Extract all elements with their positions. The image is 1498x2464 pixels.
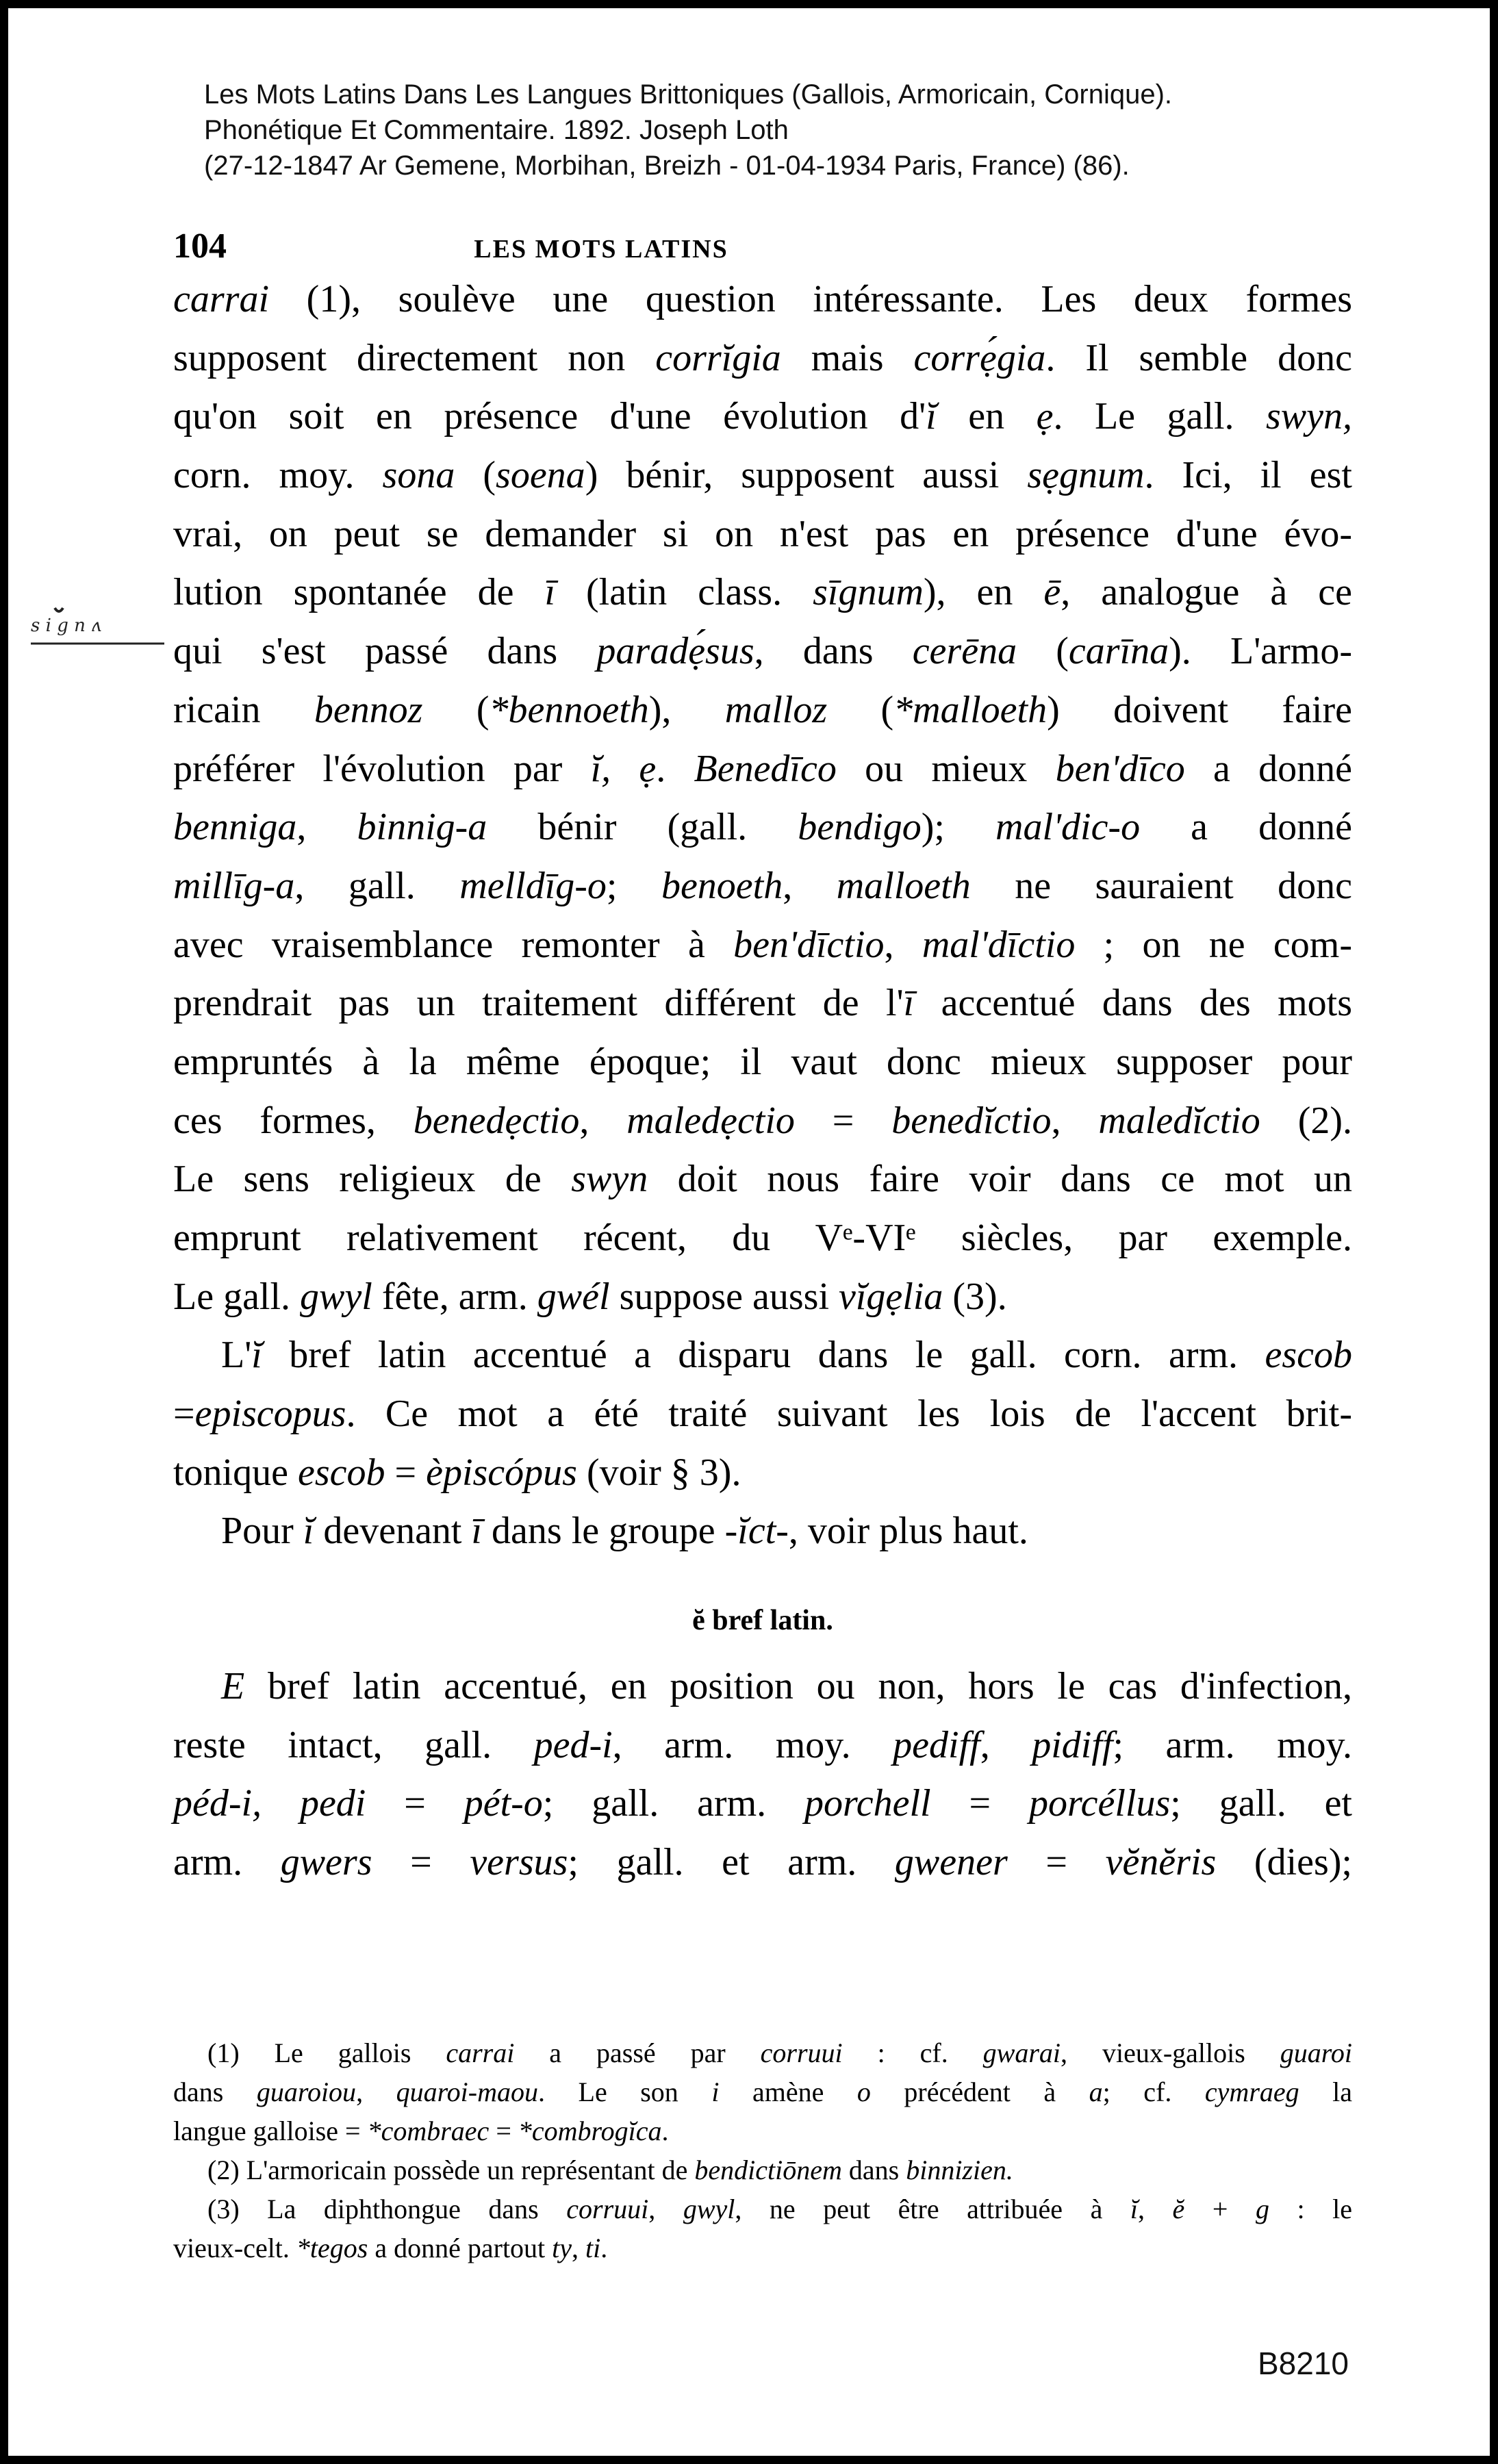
text-line <box>173 1209 1352 1268</box>
text-run: (1), soulève une question intéressante. Les deux formes <box>269 278 1352 320</box>
italic-term: ĭ <box>926 395 937 438</box>
italic-term: benedĭctio <box>891 1099 1052 1142</box>
italic-term: porchell <box>804 1782 931 1825</box>
text-run: en <box>936 395 1037 438</box>
italic-term: ĭ <box>251 1334 262 1377</box>
text-run: bref latin accentué a disparu dans le gall. corn. arm. <box>262 1334 1265 1377</box>
running-title: LES MOTS LATINS <box>474 235 728 264</box>
text-line <box>173 1268 1352 1327</box>
text-line <box>173 505 1352 564</box>
italic-term: mal'dic-o <box>995 806 1141 849</box>
italic-term: gwél <box>537 1275 610 1318</box>
text-run: bref latin accentué, en position ou non, hors le cas d'infection, <box>244 1664 1352 1707</box>
footnote-line <box>173 2228 1352 2268</box>
italic-term: bennoz <box>314 688 423 731</box>
text-run: qu'on soit en présence d'une évolution d' <box>173 395 926 438</box>
text-line <box>173 1716 1352 1775</box>
text-line <box>173 563 1352 622</box>
italic-term: gwyl <box>683 2194 735 2224</box>
italic-term: benniga <box>173 806 297 849</box>
text-run: dans le groupe <box>482 1510 725 1553</box>
italic-term: cymraeg <box>1204 2076 1299 2107</box>
text-run: L' <box>221 1334 252 1377</box>
text-line <box>173 329 1352 388</box>
italic-term: gwers <box>280 1840 372 1883</box>
text-run: , <box>648 2194 683 2224</box>
italic-term: pét-o <box>464 1782 543 1825</box>
italic-term: corrẹ́gia <box>913 336 1046 379</box>
italic-term: E <box>221 1664 245 1707</box>
italic-term: paradẹ́sus <box>596 630 754 673</box>
text-run: ), en <box>923 571 1044 614</box>
footnote-line <box>173 2072 1352 2111</box>
text-run: , voir plus haut. <box>788 1510 1028 1553</box>
italic-term: sẹgnum <box>1027 454 1145 497</box>
text-run: (2) L'armoricain possède un représentant de <box>207 2155 695 2185</box>
text-run: Le sens religieux de <box>173 1158 572 1201</box>
text-line <box>173 1658 1352 1716</box>
italic-term: ẹ <box>1036 395 1054 438</box>
text-run: ( <box>827 688 894 731</box>
italic-term: bendictiōnem <box>694 2155 842 2185</box>
italic-term: o <box>856 2076 871 2107</box>
text-run: (dies); <box>1216 1840 1352 1883</box>
text-run: fête, arm. <box>372 1275 537 1318</box>
italic-term: *tegos <box>296 2233 368 2263</box>
text-run: qui s'est passé dans <box>173 630 597 673</box>
italic-term: pediff <box>893 1723 980 1766</box>
svg-text:s i g n ʌ: s i g n ʌ <box>31 615 101 636</box>
text-line <box>173 388 1352 446</box>
italic-term: corruui <box>760 2037 843 2068</box>
text-run: = <box>1007 1840 1106 1883</box>
text-line <box>173 1033 1352 1092</box>
italic-term: èpiscópus <box>426 1451 577 1494</box>
italic-term: soena <box>496 454 585 497</box>
section-heading <box>173 1592 1352 1651</box>
text-line <box>173 1833 1352 1892</box>
footnotes <box>173 2033 1352 2268</box>
text-run: a donné <box>1184 747 1353 790</box>
text-line <box>173 270 1352 329</box>
text-run: (2). <box>1260 1099 1352 1142</box>
italic-term: -ĭct- <box>724 1510 789 1553</box>
italic-term: *malloeth <box>893 688 1048 731</box>
text-line <box>173 974 1352 1033</box>
text-run: a donné partout <box>368 2233 553 2263</box>
italic-term: corruui <box>566 2194 649 2224</box>
text-run: = <box>385 1451 427 1494</box>
text-run: . Le son <box>538 2076 712 2107</box>
italic-term: escob <box>297 1451 385 1494</box>
text-run: ; gall. et arm. <box>568 1840 895 1883</box>
text-run: . Il semble donc <box>1045 336 1352 379</box>
text-run: ĕ bref latin. <box>692 1605 833 1637</box>
text-run: vrai, on peut se demander si on n'est pas en présence d'une évo- <box>173 512 1352 555</box>
italic-term: pidiff <box>1032 1723 1113 1766</box>
italic-term: malloz <box>724 688 828 731</box>
text-run: a donné <box>1140 806 1352 849</box>
text-run: doit nous faire voir dans ce mot un <box>648 1158 1352 1201</box>
italic-term: quaroi-maou <box>396 2076 538 2107</box>
italic-term: *combrogĭca <box>518 2116 662 2146</box>
text-run: = <box>489 2116 518 2146</box>
text-run: ) bénir, supposent aussi <box>585 454 1028 497</box>
italic-term: corrĭgia <box>655 336 781 379</box>
metadata-line: Les Mots Latins Dans Les Langues Brittoniques (Gallois, Armoricain, Cornique). <box>204 79 1173 110</box>
italic-term: mal'dīctio <box>922 923 1076 966</box>
text-run: ); <box>921 806 996 849</box>
text-run: Le gall. <box>173 1275 301 1318</box>
text-run: = <box>930 1782 1029 1825</box>
text-run: ; on ne com- <box>1075 923 1352 966</box>
text-run: ( <box>1017 630 1069 673</box>
italic-term: swyn, <box>1266 395 1352 438</box>
text-run: langue galloise = <box>173 2116 368 2146</box>
text-line <box>173 857 1352 916</box>
footnote-line <box>173 2033 1352 2072</box>
text-line <box>173 446 1352 505</box>
italic-term: ben'dīctio <box>733 923 885 966</box>
italic-term: carrai <box>173 278 269 320</box>
italic-term: versus <box>470 1840 568 1883</box>
italic-term: carīna <box>1068 630 1169 673</box>
text-run: ricain <box>173 688 314 731</box>
metadata-line: (27-12-1847 Ar Gemene, Morbihan, Breizh - 01-04-1934 Paris, France) (86). <box>204 151 1130 181</box>
italic-term: sona <box>382 454 455 497</box>
italic-term: maledẹctio <box>626 1099 795 1142</box>
text-run: ou mieux <box>836 747 1056 790</box>
text-run: , vieux-gallois <box>1061 2037 1280 2068</box>
text-line <box>173 1502 1352 1561</box>
text-run: suppose aussi <box>609 1275 839 1318</box>
italic-term: binnizien. <box>906 2155 1013 2185</box>
footnote-line <box>173 2150 1352 2189</box>
text-line <box>173 681 1352 740</box>
italic-term: Benedīco <box>694 747 837 790</box>
text-run: prendrait pas un traitement différent de l' <box>173 982 904 1025</box>
italic-term: péd-i, pedi <box>173 1782 366 1825</box>
text-run: ; gall. arm. <box>542 1782 805 1825</box>
text-line <box>173 740 1352 799</box>
italic-term: ty <box>552 2233 572 2263</box>
text-run: : le <box>1269 2194 1353 2224</box>
text-run: (3). <box>943 1275 1007 1318</box>
text-run: , <box>1051 1099 1099 1142</box>
footnote-line <box>173 2189 1352 2228</box>
text-run: tonique <box>173 1451 298 1494</box>
text-run: . <box>656 747 694 790</box>
footnote-line <box>173 2111 1352 2150</box>
italic-term: ĭ <box>1130 2194 1138 2224</box>
italic-term: vĭgẹlia <box>839 1275 943 1318</box>
text-run: ). L'armo- <box>1169 630 1352 673</box>
text-run: ces formes, <box>173 1099 414 1142</box>
italic-term: benedẹctio <box>413 1099 580 1142</box>
text-run: , analogue à ce <box>1061 571 1352 614</box>
text-run: , <box>356 2076 396 2107</box>
italic-term: *combraec <box>367 2116 490 2146</box>
text-run: (voir § 3). <box>576 1451 741 1494</box>
text-line <box>173 916 1352 975</box>
italic-term: ti <box>585 2233 601 2263</box>
italic-term: swyn <box>571 1158 648 1201</box>
italic-term: ped-i <box>533 1723 613 1766</box>
text-run: = <box>173 1393 195 1436</box>
italic-term: gwyl <box>300 1275 372 1318</box>
text-run: + <box>1184 2194 1256 2224</box>
italic-term: ĭ <box>303 1510 314 1553</box>
text-run: , <box>1138 2194 1173 2224</box>
text-line <box>173 1326 1352 1385</box>
text-run: dans <box>173 2076 257 2107</box>
text-run: , <box>579 1099 627 1142</box>
document-metadata <box>204 77 1172 183</box>
text-run: . <box>600 2233 608 2263</box>
italic-term: ī <box>544 571 556 614</box>
italic-term: bendigo <box>798 806 922 849</box>
text-run: . <box>661 2116 669 2146</box>
text-run: = <box>372 1840 470 1883</box>
text-run: préférer l'évolution par <box>173 747 591 790</box>
italic-term: sīgnum <box>813 571 924 614</box>
text-run: ( <box>422 688 490 731</box>
text-run: , <box>783 864 837 907</box>
text-run: , <box>572 2233 586 2263</box>
text-run: Pour <box>221 1510 303 1553</box>
text-run: . Ici, il est <box>1144 454 1352 497</box>
italic-term: binnig-a <box>357 806 487 849</box>
italic-term: porcéllus <box>1028 1782 1171 1825</box>
text-line <box>173 1444 1352 1503</box>
text-run: ; cf. <box>1102 2076 1205 2107</box>
body-text <box>173 270 1352 1892</box>
italic-term: ben'dīco <box>1055 747 1185 790</box>
text-run: , <box>884 923 922 966</box>
italic-term: episcopus <box>194 1393 346 1436</box>
text-run: (3) La diphthongue dans <box>207 2194 567 2224</box>
text-run: précédent à <box>870 2076 1089 2107</box>
text-run: ne sauraient donc <box>970 864 1352 907</box>
text-run: reste intact, gall. <box>173 1723 534 1766</box>
text-run: , dans <box>754 630 913 673</box>
text-run: . Ce mot a été traité suivant les lois de l'accent brit- <box>346 1393 1352 1436</box>
italic-term: cerēna <box>912 630 1017 673</box>
italic-term: malloeth <box>836 864 971 907</box>
italic-term: ĕ <box>1172 2194 1185 2224</box>
italic-term: melldīg-o <box>459 864 607 907</box>
text-line <box>173 1385 1352 1444</box>
italic-term: benoeth <box>661 864 783 907</box>
italic-term: gwener <box>894 1840 1008 1883</box>
italic-term: ĭ, ẹ <box>590 747 657 790</box>
catalog-code: B8210 <box>1257 2346 1349 2381</box>
text-run: devenant <box>314 1510 472 1553</box>
handwritten-margin-note <box>27 602 178 650</box>
text-run: ( <box>455 454 496 497</box>
italic-term: ī <box>903 982 915 1025</box>
text-run: bénir (gall. <box>487 806 798 849</box>
italic-term: guaroi <box>1280 2037 1352 2068</box>
italic-term: millīg-a <box>173 864 295 907</box>
text-run: , <box>296 806 357 849</box>
text-run: avec vraisemblance remonter à <box>173 923 734 966</box>
italic-term: maledĭctio <box>1098 1099 1260 1142</box>
text-run: mais <box>780 336 914 379</box>
text-run: , <box>980 1723 1032 1766</box>
text-run: dans <box>841 2155 906 2185</box>
text-run: vieux-celt. <box>173 2233 296 2263</box>
text-run: = <box>366 1782 464 1825</box>
text-run: : cf. <box>842 2037 983 2068</box>
text-run: emprunt relativement récent, du Vᵉ-VIᵉ siècles, par exemple. <box>173 1217 1352 1259</box>
italic-term: i <box>711 2076 720 2107</box>
italic-term: gwarai <box>982 2037 1061 2068</box>
page-number: 104 <box>173 227 227 266</box>
text-run: empruntés à la même époque; il vaut donc mieux supposer pour <box>173 1040 1352 1083</box>
italic-term: a <box>1089 2076 1103 2107</box>
italic-term: guaroiou <box>256 2076 357 2107</box>
text-run: , ne peut être attribuée à <box>735 2194 1130 2224</box>
italic-term: *bennoeth <box>489 688 649 731</box>
text-line <box>173 798 1352 857</box>
text-run: (1) Le gallois <box>207 2037 446 2068</box>
text-run: = <box>794 1099 892 1142</box>
text-run: ; arm. moy. <box>1113 1723 1353 1766</box>
text-run: . Le gall. <box>1053 395 1266 438</box>
text-line <box>173 1775 1352 1833</box>
text-run: ; <box>606 864 661 907</box>
text-run: arm. <box>173 1840 281 1883</box>
italic-term: escob <box>1265 1334 1352 1377</box>
text-run: corn. moy. <box>173 454 383 497</box>
text-line <box>173 1150 1352 1209</box>
italic-term: vĕnĕris <box>1105 1840 1217 1883</box>
text-run: ), <box>648 688 725 731</box>
text-run: amène <box>719 2076 857 2107</box>
italic-term: ī <box>471 1510 483 1553</box>
text-line <box>173 1092 1352 1151</box>
text-run: accentué dans des mots <box>914 982 1352 1025</box>
text-run: la <box>1299 2076 1353 2107</box>
text-run: , gall. <box>294 864 460 907</box>
italic-term: g <box>1255 2194 1269 2224</box>
text-run: ; gall. et <box>1170 1782 1352 1825</box>
text-run: , arm. moy. <box>612 1723 893 1766</box>
text-run: lution spontanée de <box>173 571 545 614</box>
text-line <box>173 622 1352 681</box>
italic-term: ē <box>1043 571 1061 614</box>
text-run: ) doivent faire <box>1047 688 1352 731</box>
text-run: supposent directement non <box>173 336 656 379</box>
text-run: (latin class. <box>555 571 813 614</box>
metadata-line: Phonétique Et Commentaire. 1892. Joseph Loth <box>204 115 789 145</box>
italic-term: carrai <box>446 2037 515 2068</box>
text-run: a passé par <box>514 2037 761 2068</box>
